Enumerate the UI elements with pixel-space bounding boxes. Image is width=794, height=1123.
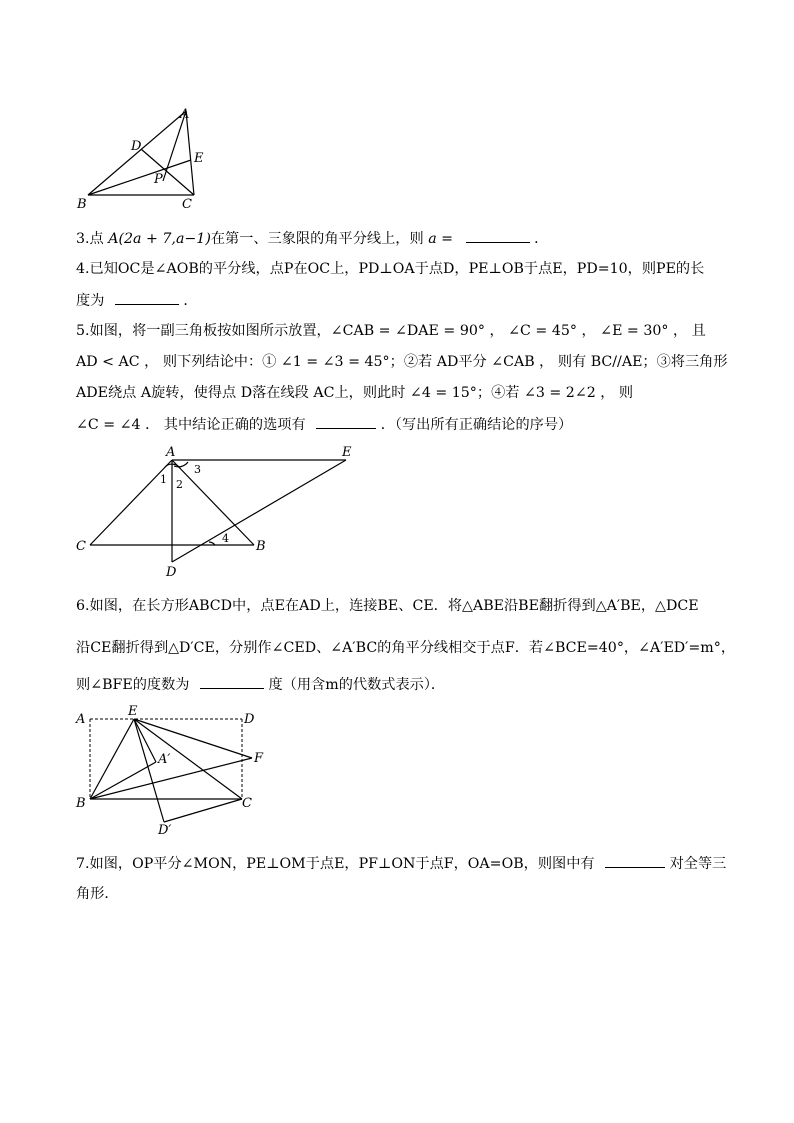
label-a-prime: A′: [158, 752, 171, 767]
figure-rectangle-fold: [74, 704, 274, 844]
label-d: D: [244, 712, 255, 727]
answer-blank-q5[interactable]: [316, 414, 376, 429]
q6-prefix: 则∠BFE的度数为: [76, 677, 190, 693]
label-p: P: [154, 172, 163, 187]
question-4-line-2: [76, 290, 198, 311]
label-a: A: [76, 712, 86, 727]
q4-suffix: ．: [183, 293, 198, 309]
angle-2-label: 2: [176, 478, 183, 491]
question-3: [76, 228, 548, 249]
question-6-line-2: 沿CE翻折得到△D′CE，分别作∠CED、∠A′BC的角平分线相交于点F．若∠BCE=40°，∠A′ED′=m°，: [76, 640, 736, 656]
label-c: C: [76, 539, 86, 554]
q7-prefix: 7.如图，OP平分∠MON，PE⊥OM于点E，PF⊥ON于点F，OA=OB，则图中有: [76, 856, 595, 872]
q6-suffix: 度（用含m的代数式表示）．: [268, 677, 446, 693]
angle-4-label: 4: [222, 532, 229, 545]
q4-prefix: 度为: [76, 293, 105, 309]
question-5-line-2: AD < AC ， 则下列结论中：① ∠1 = ∠3 = 45°；②若 AD平分 ∠CAB ， 则有 BC//AE；③将三角形: [76, 354, 728, 370]
question-6-line-1: 6.如图，在长方形ABCD中，点E在AD上，连接BE、CE．将△ABE沿BE翻折得到△A′BE，△DCE: [76, 598, 699, 614]
label-e: E: [128, 704, 138, 719]
label-d-prime: D′: [158, 823, 172, 838]
answer-blank-q7[interactable]: [605, 853, 665, 868]
answer-blank-q4[interactable]: [115, 290, 179, 305]
question-5-line-1: 5.如图，将一副三角板按如图所示放置，∠CAB = ∠DAE = 90° ， ∠C = 45° ， ∠E = 30° ， 且: [76, 323, 706, 339]
label-f: F: [254, 751, 264, 766]
label-c: C: [242, 796, 252, 811]
q7-suffix: 对全等三: [669, 856, 727, 872]
figure-triangle-abc-p: [74, 104, 214, 214]
label-d: D: [131, 139, 142, 154]
q3-text: 在第一、三象限的角平分线上，则: [210, 231, 429, 247]
angle-1-label: 1: [160, 473, 167, 486]
answer-blank-q6[interactable]: [200, 674, 264, 689]
q3-variable: a =: [428, 231, 454, 247]
label-e: E: [194, 151, 204, 166]
angle-3-label: 3: [194, 463, 201, 476]
question-6-line-3: [76, 674, 445, 695]
label-a: A: [180, 107, 190, 122]
question-4-line-1: 4.已知OC是∠AOB的平分线，点P在OC上，PD⊥OA于点D，PE⊥OB于点E，PD=10，则PE的长: [76, 261, 705, 277]
figure-set-squares: [74, 442, 364, 582]
q3-prefix: 3.点: [76, 231, 109, 247]
answer-blank-q3[interactable]: [466, 228, 530, 243]
question-7-line-1: [76, 853, 726, 874]
question-5-line-3: ADE绕点 A旋转，使得点 D落在线段 AC上，则此时 ∠4 = 15°；④若 ∠3 = 2∠2 ， 则: [76, 385, 634, 401]
label-c: C: [182, 197, 192, 212]
q5-suffix: ．（写出所有正确结论的序号）: [380, 417, 573, 433]
label-d: D: [166, 565, 177, 580]
label-a: A: [166, 445, 176, 460]
label-b: B: [256, 539, 266, 554]
label-b: B: [76, 796, 86, 811]
label-b: B: [77, 197, 87, 212]
q3-point: A(2a + 7,a−1): [108, 231, 211, 247]
label-e: E: [342, 445, 352, 460]
question-7-line-2: 角形．: [76, 886, 119, 902]
question-5-line-4: [76, 414, 572, 435]
q3-suffix: ．: [534, 231, 549, 247]
q5-prefix: ∠C = ∠4 ． 其中结论正确的选项有: [76, 417, 306, 433]
